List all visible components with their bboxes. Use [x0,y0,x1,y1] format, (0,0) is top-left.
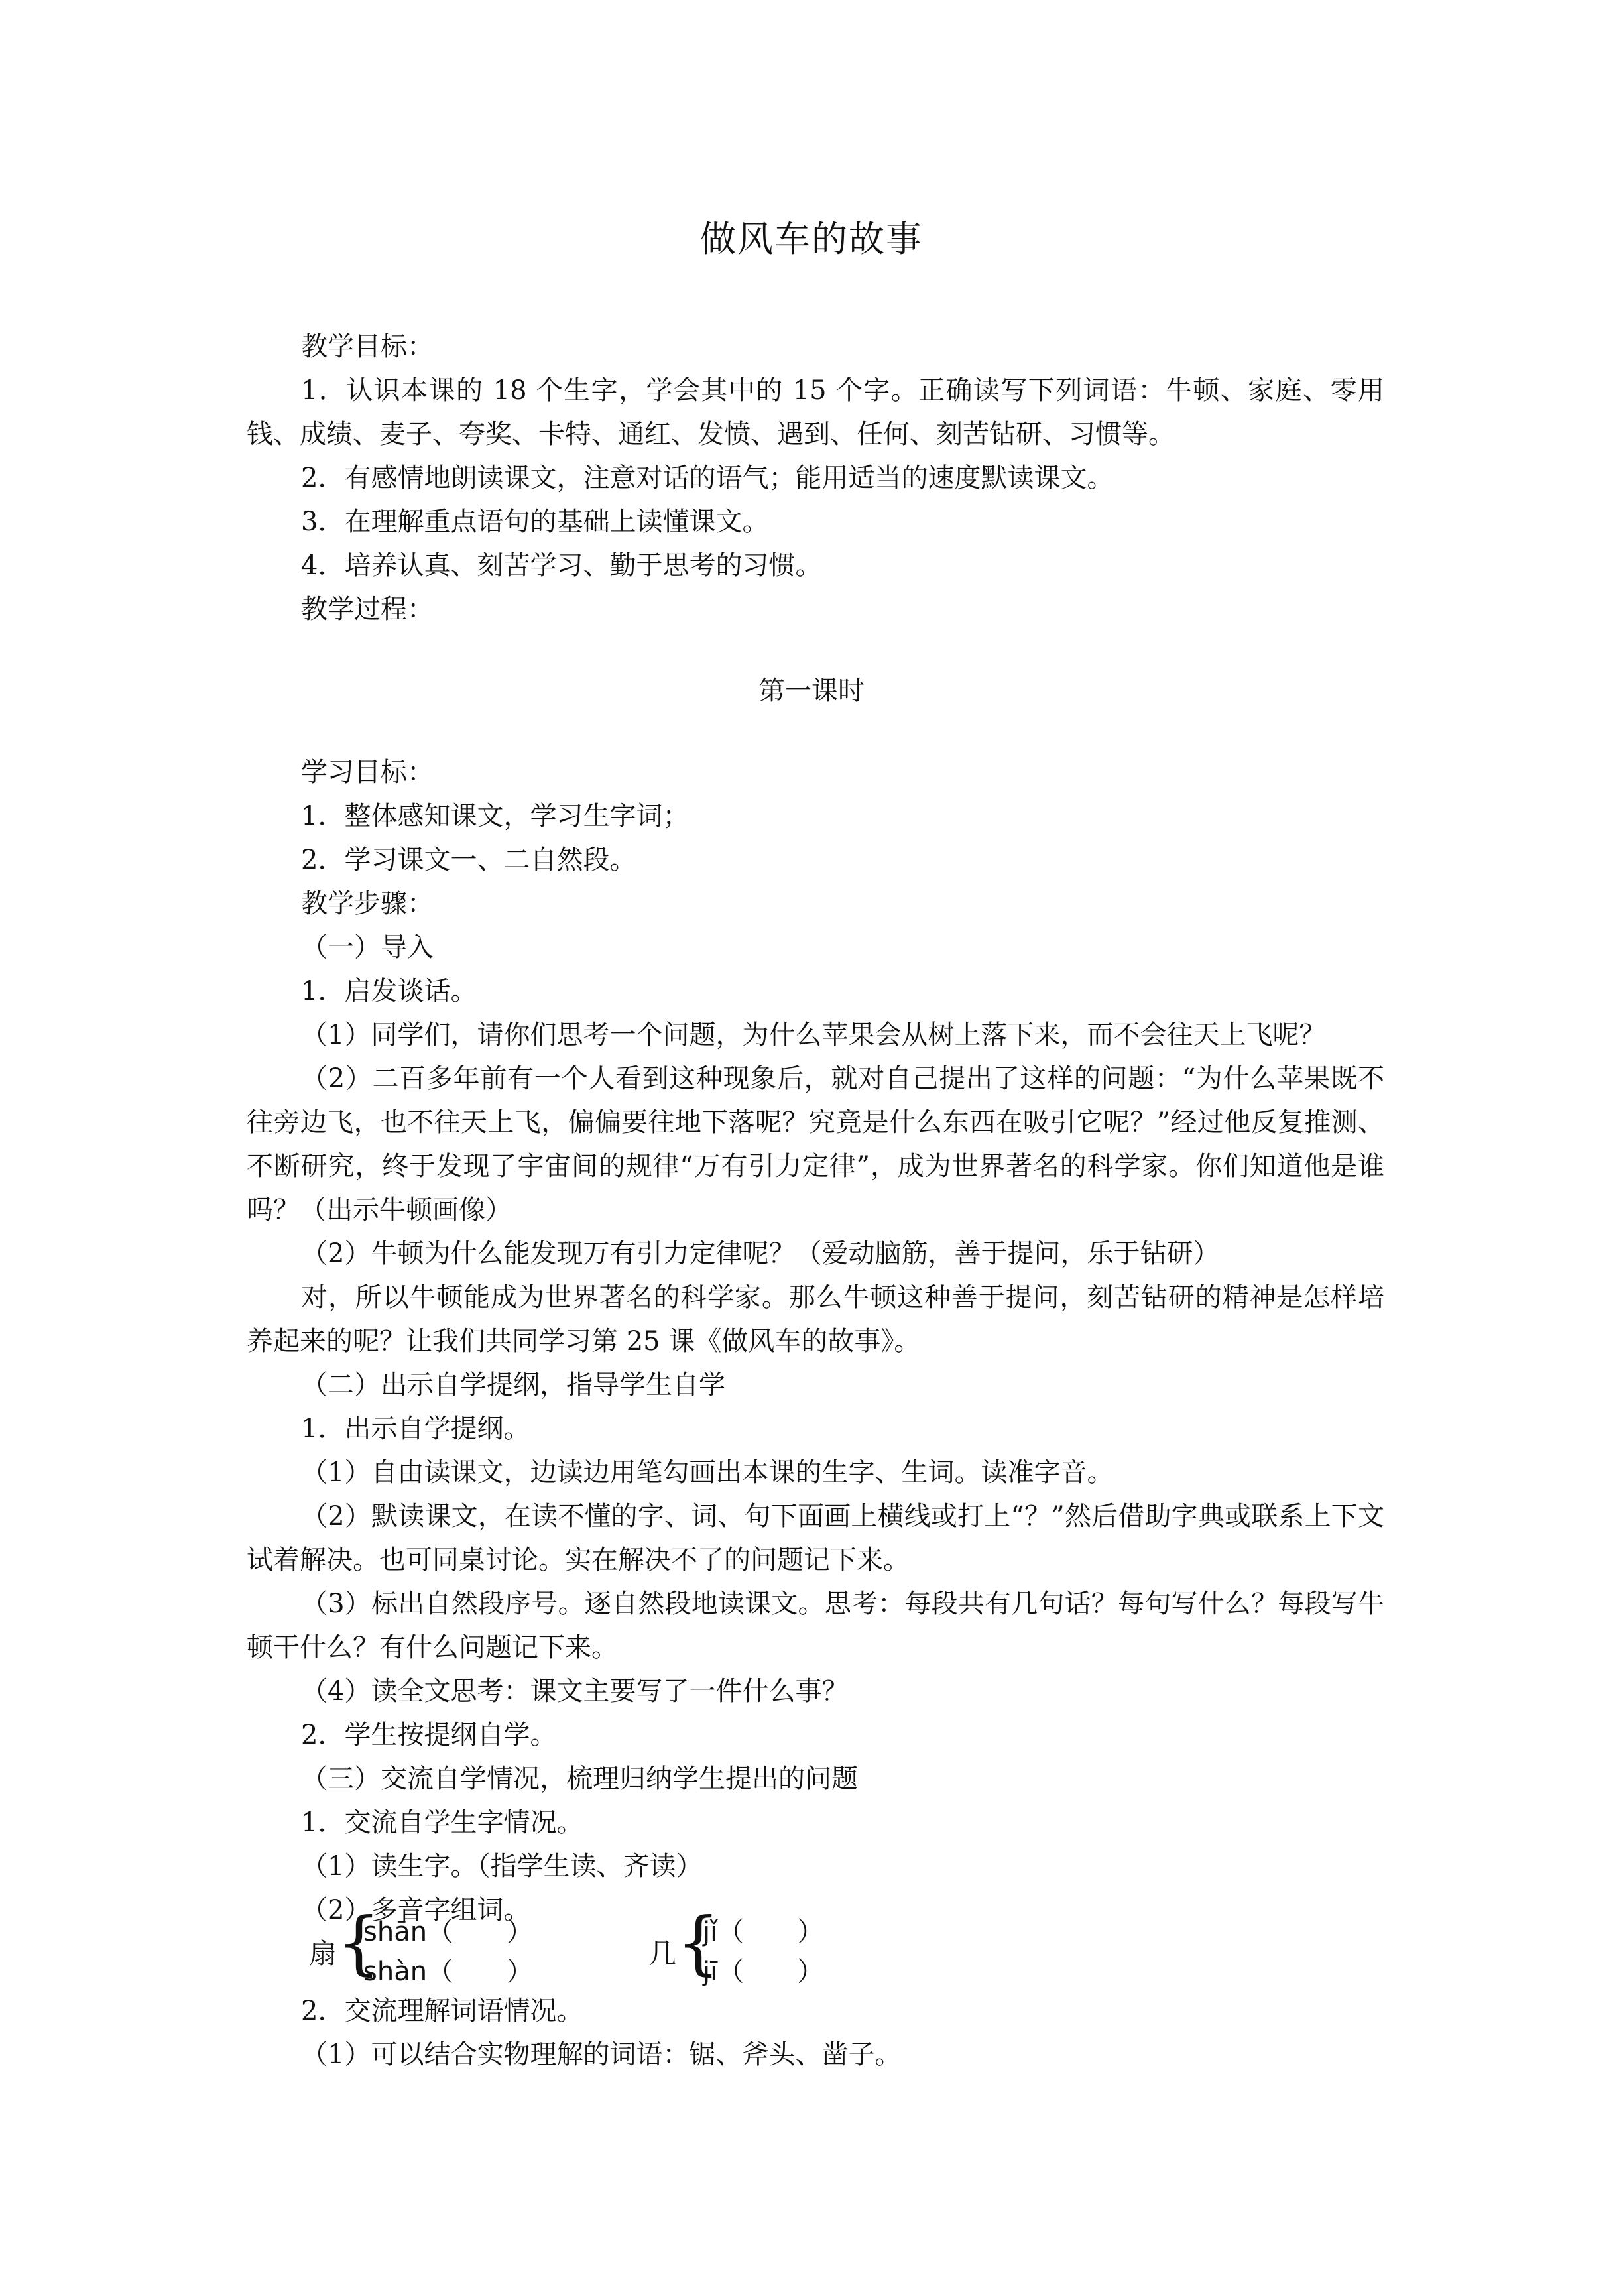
section-item: （2）牛顿为什么能发现万有引力定律呢？（爱动脑筋，善于提问，乐于钻研） [301,1239,1220,1269]
section-item: （2）默读课文，在读不懂的字、词、句下面画上横线或打上“？”然后借助字典或联系上下文试着解决。也可同桌讨论。实在解决不了的问题记下来。 [247,1501,1384,1575]
polyphone-reading: jǐ（ ） [703,1917,824,1947]
section-item: （4）读全文思考：课文主要写了一件什么事？ [301,1676,849,1707]
section-item: （1）可以结合实物理解的词语：锯、斧头、凿子。 [301,2039,902,2070]
section-heading: （二）出示自学提纲，指导学生自学 [301,1370,725,1400]
section-item: 1．交流自学生字情况。 [301,1807,583,1838]
goals-heading: 教学目标： [301,332,434,362]
study-goal-item: 1．整体感知课文，学习生字词； [301,801,690,831]
goal-item: 3．在理解重点语句的基础上读懂课文。 [301,507,769,537]
section-item: 1．启发谈话。 [301,976,477,1006]
polyphone-exercise [304,1902,1232,1989]
lesson-body [247,751,1384,1932]
vocabulary-section [247,1989,1384,2077]
section-item: （3）标出自然段序号。逐自然段地读课文。思考：每段共有几句话？每句写什么？每段写牛顿干什么？有什么问题记下来。 [247,1589,1384,1663]
section-item: 2．学生按提纲自学。 [301,1720,557,1750]
process-heading: 教学过程： [301,594,434,625]
brace-icon: { [676,1902,721,1983]
section-item: （2）多音字组词。 [301,1895,530,1925]
study-goals-heading: 学习目标： [301,757,434,788]
section-item: （1）同学们，请你们思考一个问题，为什么苹果会从树上落下来，而不会往天上飞呢？ [301,1020,1326,1050]
section-item: 2．交流理解词语情况。 [301,1996,583,2026]
teaching-goals-section [247,325,1384,631]
goal-item: 4．培养认真、刻苦学习、勤于思考的习惯。 [301,550,822,581]
goal-item: 1．认识本课的 18 个生字，学会其中的 15 个字。正确读写下列词语：牛顿、家庭、零用钱、成绩、麦子、夸奖、卡特、通红、发愤、遇到、任何、刻苦钻研、习惯等。 [247,375,1384,450]
section-item: （1）自由读课文，边读边用笔勾画出本课的生字、生词。读准字音。 [301,1457,1114,1488]
brace-icon: { [337,1902,381,1983]
section-item: （1）读生字。（指学生读、齐读） [301,1851,703,1882]
document-title: 做风车的故事 [700,218,923,260]
section-item: 1．出示自学提纲。 [301,1414,530,1444]
section-item: （2）二百多年前有一个人看到这种现象后，就对自己提出了这样的问题：“为什么苹果既不往旁边飞，也不往天上飞，偏偏要往地下落呢？究竟是什么东西在吸引它呢？”经过他反复推测、不断研究，终于发现了宇宙间的规律“万有引力定律”，成为世界著名的科学家。你们知道他是谁吗？（出示牛顿画像） [247,1063,1384,1225]
polyphone-char: 扇 [309,1937,337,1970]
polyphone-reading: jī（ ） [703,1957,824,1987]
study-goal-item: 2．学习课文一、二自然段。 [301,845,636,875]
lesson-heading: 第一课时 [758,676,865,706]
polyphone-char: 几 [648,1937,677,1970]
polyphone-reading: shàn（ ） [363,1957,534,1987]
section-item: 对，所以牛顿能成为世界著名的科学家。那么牛顿这种善于提问，刻苦钻研的精神是怎样培养起来的呢？让我们共同学习第 25 课《做风车的故事》。 [247,1282,1384,1357]
steps-heading: 教学步骤： [301,888,434,919]
polyphone-reading: shān（ ） [363,1917,534,1947]
section-heading: （三）交流自学情况，梳理归纳学生提出的问题 [301,1764,858,1794]
goal-item: 2．有感情地朗读课文，注意对话的语气；能用适当的速度默读课文。 [301,463,1114,493]
section-heading: （一）导入 [301,932,434,963]
